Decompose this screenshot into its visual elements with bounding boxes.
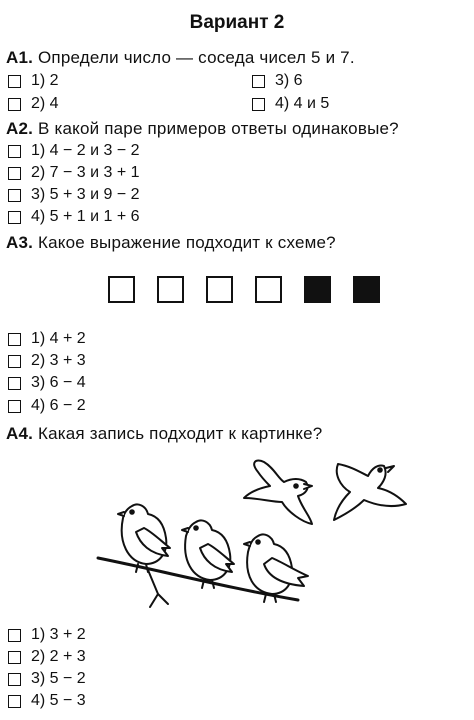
scheme-empty-square [108,276,135,303]
question-number: А2. [6,119,34,138]
checkbox[interactable] [8,400,21,413]
flying-bird [244,460,312,524]
checkbox[interactable] [8,98,21,111]
question-a4 [6,424,322,444]
option-a4-2[interactable]: 2) 2 + 3 [8,648,86,666]
option-a4-1[interactable]: 1) 3 + 2 [8,626,86,644]
checkbox[interactable] [8,673,21,686]
checkbox[interactable] [8,377,21,390]
option-a1-1[interactable]: 1) 2 [8,72,59,90]
checkbox[interactable] [252,75,265,88]
option-a3-2[interactable]: 2) 3 + 3 [8,352,86,370]
checkbox[interactable] [8,145,21,158]
scheme-filled-square [304,276,331,303]
checkbox[interactable] [8,651,21,664]
checkbox[interactable] [252,98,265,111]
option-a2-1[interactable]: 1) 4 − 2 и 3 − 2 [8,142,140,160]
worksheet-title: Вариант 2 [189,12,285,33]
birds-picture [88,452,418,620]
twig [148,570,168,607]
scheme-diagram [108,276,402,303]
option-a2-3[interactable]: 3) 5 + 3 и 9 − 2 [8,186,140,204]
scheme-filled-square [353,276,380,303]
sitting-bird [118,504,170,572]
option-a2-4[interactable]: 4) 5 + 1 и 1 + 6 [8,208,140,226]
question-text: Определи число — соседа чисел 5 и 7. [38,48,355,67]
question-a1 [6,48,355,68]
option-a3-4[interactable]: 4) 6 − 2 [8,397,86,415]
scheme-empty-square [157,276,184,303]
option-a1-3[interactable]: 3) 6 [252,72,303,90]
option-a1-2[interactable]: 2) 4 [8,95,59,113]
option-a4-4[interactable]: 4) 5 − 3 [8,692,86,710]
question-text: Какая запись подходит к картинке? [38,424,323,443]
option-a2-2[interactable]: 2) 7 − 3 и 3 + 1 [8,164,140,182]
question-number: А3. [6,233,34,252]
scheme-empty-square [206,276,233,303]
checkbox[interactable] [8,629,21,642]
checkbox[interactable] [8,167,21,180]
checkbox[interactable] [8,695,21,708]
question-a3 [6,233,336,253]
flying-bird [334,464,406,520]
question-number: А4. [6,424,34,443]
question-a2 [6,119,399,139]
question-text: В какой паре примеров ответы одинаковые? [38,119,399,138]
scheme-empty-square [255,276,282,303]
option-a1-4[interactable]: 4) 4 и 5 [252,95,329,113]
question-text: Какое выражение подходит к схеме? [38,233,336,252]
checkbox[interactable] [8,355,21,368]
checkbox[interactable] [8,75,21,88]
question-number: А1. [6,48,34,67]
option-a3-3[interactable]: 3) 6 − 4 [8,374,86,392]
option-a4-3[interactable]: 3) 5 − 2 [8,670,86,688]
checkbox[interactable] [8,189,21,202]
checkbox[interactable] [8,211,21,224]
checkbox[interactable] [8,333,21,346]
option-a3-1[interactable]: 1) 4 + 2 [8,330,86,348]
